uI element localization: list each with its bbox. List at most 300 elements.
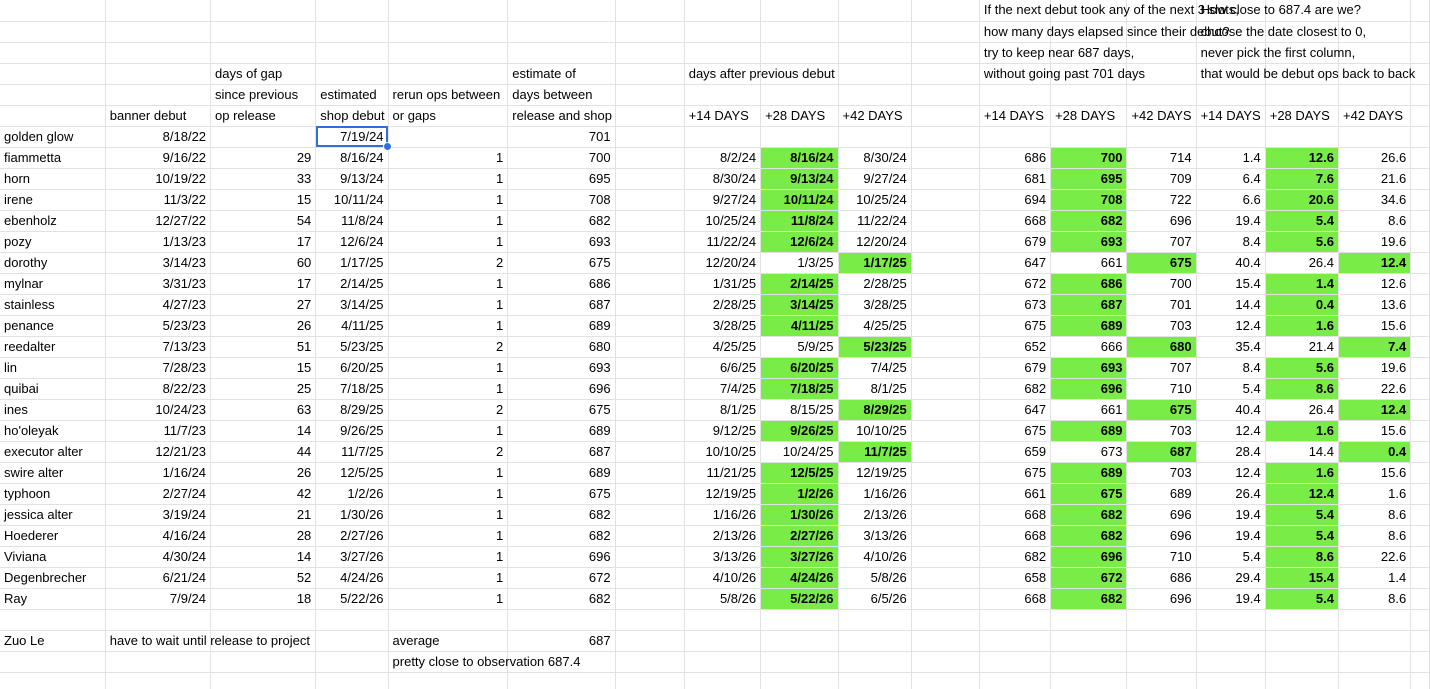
empty-cell[interactable]	[1411, 315, 1430, 336]
empty-cell[interactable]	[1411, 609, 1430, 630]
rerun-ops-cell[interactable]: 1	[388, 357, 508, 378]
empty-cell[interactable]	[1196, 126, 1265, 147]
empty-cell[interactable]	[1339, 609, 1411, 630]
closeness-cell[interactable]: 19.6	[1339, 357, 1411, 378]
closeness-cell[interactable]: 13.6	[1339, 294, 1411, 315]
empty-cell[interactable]	[615, 168, 684, 189]
empty-cell[interactable]	[1411, 252, 1430, 273]
empty-cell[interactable]	[1196, 672, 1265, 689]
rerun-ops-cell[interactable]: 1	[388, 525, 508, 546]
elapsed-cell[interactable]: 709	[1127, 168, 1196, 189]
date-cell[interactable]: 7/18/25	[761, 378, 838, 399]
empty-cell[interactable]	[316, 63, 388, 84]
empty-cell[interactable]	[105, 609, 210, 630]
elapsed-cell[interactable]: 687	[1051, 294, 1127, 315]
empty-cell[interactable]	[838, 0, 911, 21]
empty-cell[interactable]	[1411, 231, 1430, 252]
date-cell[interactable]: 10/25/24	[684, 210, 760, 231]
date-cell[interactable]: 1/31/25	[684, 273, 760, 294]
closeness-cell[interactable]: 29.4	[1196, 567, 1265, 588]
closeness-cell[interactable]: 7.4	[1339, 336, 1411, 357]
estimate-cell[interactable]: 700	[508, 147, 615, 168]
date-cell[interactable]: 3/13/26	[838, 525, 911, 546]
closeness-cell[interactable]: 7.6	[1265, 168, 1338, 189]
banner-debut-cell[interactable]: 1/13/23	[105, 231, 210, 252]
closeness-cell[interactable]: 22.6	[1339, 378, 1411, 399]
closeness-cell[interactable]: 35.4	[1196, 336, 1265, 357]
elapsed-cell[interactable]: 681	[979, 168, 1050, 189]
empty-cell[interactable]	[615, 546, 684, 567]
header-cell[interactable]: estimate of	[508, 63, 615, 84]
operator-name-cell[interactable]: Degenbrecher	[0, 567, 105, 588]
date-cell[interactable]: 8/29/25	[838, 399, 911, 420]
empty-cell[interactable]	[911, 441, 979, 462]
empty-cell[interactable]	[615, 504, 684, 525]
elapsed-cell[interactable]: 647	[979, 252, 1050, 273]
empty-cell[interactable]	[911, 168, 979, 189]
closeness-cell[interactable]: 1.4	[1196, 147, 1265, 168]
banner-debut-cell[interactable]: 4/27/23	[105, 294, 210, 315]
empty-cell[interactable]	[1127, 84, 1196, 105]
empty-cell[interactable]	[388, 42, 508, 63]
empty-cell[interactable]	[1411, 420, 1430, 441]
elapsed-cell[interactable]: 661	[1051, 252, 1127, 273]
elapsed-cell[interactable]: 680	[1127, 336, 1196, 357]
closeness-cell[interactable]: 1.6	[1265, 420, 1338, 441]
empty-cell[interactable]	[911, 294, 979, 315]
header-cell[interactable]: +14 DAYS	[979, 105, 1050, 126]
banner-debut-cell[interactable]: 11/3/22	[105, 189, 210, 210]
elapsed-cell[interactable]: 696	[1127, 504, 1196, 525]
closeness-cell[interactable]: 8.6	[1339, 525, 1411, 546]
fill-handle-icon[interactable]	[383, 142, 392, 151]
closeness-cell[interactable]: 26.6	[1339, 147, 1411, 168]
date-cell[interactable]: 8/2/24	[684, 147, 760, 168]
empty-cell[interactable]	[508, 0, 615, 21]
date-cell[interactable]: 3/13/26	[684, 546, 760, 567]
date-cell[interactable]: 10/25/24	[838, 189, 911, 210]
empty-cell[interactable]	[1411, 504, 1430, 525]
date-cell[interactable]: 5/8/26	[838, 567, 911, 588]
empty-cell[interactable]	[911, 546, 979, 567]
shop-debut-cell[interactable]: 6/20/25	[316, 357, 388, 378]
elapsed-cell[interactable]: 661	[1051, 399, 1127, 420]
empty-cell[interactable]	[316, 609, 388, 630]
empty-cell[interactable]	[1265, 672, 1338, 689]
gap-days-cell[interactable]: 27	[211, 294, 316, 315]
empty-cell[interactable]	[911, 84, 979, 105]
date-cell[interactable]: 11/21/25	[684, 462, 760, 483]
estimate-cell[interactable]: 696	[508, 546, 615, 567]
empty-cell[interactable]	[979, 651, 1050, 672]
empty-cell[interactable]	[1127, 42, 1196, 63]
empty-cell[interactable]	[388, 609, 508, 630]
closeness-cell[interactable]: 1.4	[1339, 567, 1411, 588]
closeness-cell[interactable]: 1.6	[1265, 315, 1338, 336]
empty-cell[interactable]	[1411, 672, 1430, 689]
empty-cell[interactable]	[761, 0, 838, 21]
closeness-cell[interactable]: 12.4	[1339, 252, 1411, 273]
header-cell[interactable]: without going past 701 days	[979, 63, 1050, 84]
empty-cell[interactable]	[615, 273, 684, 294]
date-cell[interactable]: 2/14/25	[761, 273, 838, 294]
empty-cell[interactable]	[761, 609, 838, 630]
empty-cell[interactable]	[1411, 294, 1430, 315]
closeness-cell[interactable]: 12.4	[1196, 420, 1265, 441]
operator-name-cell[interactable]: reedalter	[0, 336, 105, 357]
closeness-cell[interactable]: 1.6	[1265, 462, 1338, 483]
elapsed-cell[interactable]: 672	[979, 273, 1050, 294]
empty-cell[interactable]	[1051, 672, 1127, 689]
closeness-cell[interactable]: 6.4	[1196, 168, 1265, 189]
empty-cell[interactable]	[911, 42, 979, 63]
empty-cell[interactable]	[684, 609, 760, 630]
estimate-cell[interactable]: 675	[508, 483, 615, 504]
shop-debut-cell[interactable]: 1/2/26	[316, 483, 388, 504]
empty-cell[interactable]	[1411, 168, 1430, 189]
shop-debut-cell[interactable]: 2/27/26	[316, 525, 388, 546]
empty-cell[interactable]	[684, 126, 760, 147]
empty-cell[interactable]	[615, 357, 684, 378]
date-cell[interactable]: 3/27/26	[761, 546, 838, 567]
empty-cell[interactable]	[615, 294, 684, 315]
banner-debut-cell[interactable]: 1/16/24	[105, 462, 210, 483]
elapsed-cell[interactable]: 658	[979, 567, 1050, 588]
closeness-cell[interactable]: 0.4	[1265, 294, 1338, 315]
header-cell[interactable]: +14 DAYS	[684, 105, 760, 126]
date-cell[interactable]: 4/11/25	[761, 315, 838, 336]
operator-name-cell[interactable]: ebenholz	[0, 210, 105, 231]
elapsed-cell[interactable]: 687	[1127, 441, 1196, 462]
empty-cell[interactable]	[615, 399, 684, 420]
closeness-cell[interactable]: 8.6	[1265, 546, 1338, 567]
empty-cell[interactable]	[761, 126, 838, 147]
empty-cell[interactable]	[911, 588, 979, 609]
rerun-ops-cell[interactable]: 1	[388, 504, 508, 525]
rerun-ops-cell[interactable]: 1	[388, 294, 508, 315]
header-cell[interactable]: How close to 687.4 are we?	[1196, 0, 1265, 21]
rerun-ops-cell[interactable]: 1	[388, 567, 508, 588]
closeness-cell[interactable]: 28.4	[1196, 441, 1265, 462]
elapsed-cell[interactable]: 701	[1127, 294, 1196, 315]
empty-cell[interactable]	[838, 126, 911, 147]
elapsed-cell[interactable]: 695	[1051, 168, 1127, 189]
closeness-cell[interactable]: 8.4	[1196, 357, 1265, 378]
gap-days-cell[interactable]: 44	[211, 441, 316, 462]
empty-cell[interactable]	[684, 84, 760, 105]
empty-cell[interactable]	[615, 21, 684, 42]
empty-cell[interactable]	[1411, 462, 1430, 483]
elapsed-cell[interactable]: 673	[979, 294, 1050, 315]
date-cell[interactable]: 3/14/25	[761, 294, 838, 315]
empty-cell[interactable]	[316, 630, 388, 651]
empty-cell[interactable]	[1265, 609, 1338, 630]
empty-cell[interactable]	[316, 0, 388, 21]
operator-name-cell[interactable]: jessica alter	[0, 504, 105, 525]
elapsed-cell[interactable]: 661	[979, 483, 1050, 504]
shop-debut-cell[interactable]: 9/13/24	[316, 168, 388, 189]
banner-debut-cell[interactable]: 4/30/24	[105, 546, 210, 567]
banner-debut-cell[interactable]: 7/9/24	[105, 588, 210, 609]
header-cell[interactable]: +14 DAYS	[1196, 105, 1265, 126]
empty-cell[interactable]	[1411, 378, 1430, 399]
gap-days-cell[interactable]: 29	[211, 147, 316, 168]
empty-cell[interactable]	[761, 84, 838, 105]
empty-cell[interactable]	[911, 147, 979, 168]
operator-name-cell[interactable]: ines	[0, 399, 105, 420]
closeness-cell[interactable]: 14.4	[1196, 294, 1265, 315]
estimate-cell[interactable]: 693	[508, 231, 615, 252]
elapsed-cell[interactable]: 668	[979, 210, 1050, 231]
empty-cell[interactable]	[1051, 609, 1127, 630]
rerun-ops-cell[interactable]: 1	[388, 420, 508, 441]
empty-cell[interactable]	[911, 399, 979, 420]
closeness-cell[interactable]: 0.4	[1339, 441, 1411, 462]
closeness-cell[interactable]: 34.6	[1339, 189, 1411, 210]
banner-debut-cell[interactable]: 9/16/22	[105, 147, 210, 168]
rerun-ops-cell[interactable]: 1	[388, 378, 508, 399]
banner-debut-cell[interactable]: 12/27/22	[105, 210, 210, 231]
empty-cell[interactable]	[1196, 651, 1265, 672]
elapsed-cell[interactable]: 679	[979, 231, 1050, 252]
closeness-cell[interactable]: 1.6	[1339, 483, 1411, 504]
empty-cell[interactable]	[911, 483, 979, 504]
shop-debut-cell[interactable]: 4/24/26	[316, 567, 388, 588]
banner-debut-cell[interactable]: 5/23/23	[105, 315, 210, 336]
empty-cell[interactable]	[615, 189, 684, 210]
date-cell[interactable]: 1/30/26	[761, 504, 838, 525]
estimate-cell[interactable]: 682	[508, 504, 615, 525]
date-cell[interactable]: 5/23/25	[838, 336, 911, 357]
empty-cell[interactable]	[911, 651, 979, 672]
closeness-cell[interactable]: 5.6	[1265, 231, 1338, 252]
empty-cell[interactable]	[1051, 126, 1127, 147]
header-cell[interactable]: If the next debut took any of the next 3 slots,	[979, 0, 1050, 21]
empty-cell[interactable]	[388, 21, 508, 42]
empty-cell[interactable]	[615, 63, 684, 84]
empty-cell[interactable]	[979, 672, 1050, 689]
empty-cell[interactable]	[0, 63, 105, 84]
empty-cell[interactable]	[838, 42, 911, 63]
banner-debut-cell[interactable]: 7/13/23	[105, 336, 210, 357]
empty-cell[interactable]	[105, 42, 210, 63]
closeness-cell[interactable]: 21.4	[1265, 336, 1338, 357]
empty-cell[interactable]	[838, 630, 911, 651]
date-cell[interactable]: 8/1/25	[838, 378, 911, 399]
date-cell[interactable]: 12/5/25	[761, 462, 838, 483]
elapsed-cell[interactable]: 689	[1051, 462, 1127, 483]
operator-name-cell[interactable]: ho'oleyak	[0, 420, 105, 441]
empty-cell[interactable]	[615, 588, 684, 609]
elapsed-cell[interactable]: 682	[979, 546, 1050, 567]
empty-cell[interactable]	[316, 672, 388, 689]
empty-cell[interactable]	[684, 21, 760, 42]
empty-cell[interactable]	[1127, 126, 1196, 147]
closeness-cell[interactable]: 14.4	[1265, 441, 1338, 462]
empty-cell[interactable]	[838, 84, 911, 105]
gap-days-cell[interactable]: 15	[211, 357, 316, 378]
elapsed-cell[interactable]: 668	[979, 525, 1050, 546]
elapsed-cell[interactable]: 647	[979, 399, 1050, 420]
gap-days-cell[interactable]: 15	[211, 189, 316, 210]
header-cell[interactable]: never pick the first column,	[1196, 42, 1265, 63]
header-cell[interactable]: since previous	[211, 84, 316, 105]
empty-cell[interactable]	[388, 63, 508, 84]
estimate-cell[interactable]: 682	[508, 525, 615, 546]
header-cell[interactable]: or gaps	[388, 105, 508, 126]
empty-cell[interactable]	[1127, 630, 1196, 651]
empty-cell[interactable]	[211, 126, 316, 147]
elapsed-cell[interactable]: 693	[1051, 231, 1127, 252]
date-cell[interactable]: 6/5/26	[838, 588, 911, 609]
date-cell[interactable]: 2/28/25	[684, 294, 760, 315]
elapsed-cell[interactable]: 682	[1051, 525, 1127, 546]
closeness-cell[interactable]: 8.6	[1339, 210, 1411, 231]
date-cell[interactable]: 2/13/26	[684, 525, 760, 546]
elapsed-cell[interactable]: 675	[1051, 483, 1127, 504]
elapsed-cell[interactable]: 689	[1127, 483, 1196, 504]
date-cell[interactable]: 7/4/25	[684, 378, 760, 399]
closeness-cell[interactable]: 12.4	[1339, 399, 1411, 420]
empty-cell[interactable]	[979, 630, 1050, 651]
empty-cell[interactable]	[211, 42, 316, 63]
empty-cell[interactable]	[1051, 651, 1127, 672]
closeness-cell[interactable]: 5.4	[1265, 588, 1338, 609]
empty-cell[interactable]	[0, 21, 105, 42]
header-cell[interactable]: +42 DAYS	[1127, 105, 1196, 126]
empty-cell[interactable]	[615, 231, 684, 252]
date-cell[interactable]: 1/2/26	[761, 483, 838, 504]
empty-cell[interactable]	[1411, 336, 1430, 357]
rerun-ops-cell[interactable]: 1	[388, 315, 508, 336]
banner-debut-cell[interactable]: 3/19/24	[105, 504, 210, 525]
elapsed-cell[interactable]: 686	[979, 147, 1050, 168]
rerun-ops-cell[interactable]: 2	[388, 336, 508, 357]
closeness-cell[interactable]: 5.4	[1265, 525, 1338, 546]
empty-cell[interactable]	[1265, 651, 1338, 672]
empty-cell[interactable]	[316, 21, 388, 42]
date-cell[interactable]: 4/25/25	[684, 336, 760, 357]
empty-cell[interactable]	[615, 105, 684, 126]
elapsed-cell[interactable]: 668	[979, 588, 1050, 609]
date-cell[interactable]: 6/20/25	[761, 357, 838, 378]
empty-cell[interactable]	[911, 21, 979, 42]
rerun-ops-cell[interactable]: 2	[388, 399, 508, 420]
gap-days-cell[interactable]: 52	[211, 567, 316, 588]
empty-cell[interactable]	[911, 63, 979, 84]
empty-cell[interactable]	[615, 42, 684, 63]
rerun-ops-cell[interactable]: 1	[388, 483, 508, 504]
elapsed-cell[interactable]: 696	[1127, 210, 1196, 231]
average-value-cell[interactable]: 687	[508, 630, 615, 651]
estimate-cell[interactable]: 696	[508, 378, 615, 399]
empty-cell[interactable]	[838, 63, 911, 84]
empty-cell[interactable]	[615, 252, 684, 273]
shop-debut-cell[interactable]: 3/14/25	[316, 294, 388, 315]
banner-debut-cell[interactable]: 10/19/22	[105, 168, 210, 189]
empty-cell[interactable]	[615, 378, 684, 399]
empty-cell[interactable]	[684, 0, 760, 21]
gap-days-cell[interactable]: 26	[211, 315, 316, 336]
gap-days-cell[interactable]: 18	[211, 588, 316, 609]
empty-cell[interactable]	[0, 105, 105, 126]
closeness-cell[interactable]: 5.4	[1265, 504, 1338, 525]
empty-cell[interactable]	[1411, 651, 1430, 672]
elapsed-cell[interactable]: 710	[1127, 378, 1196, 399]
closeness-cell[interactable]: 15.6	[1339, 315, 1411, 336]
date-cell[interactable]: 1/16/26	[684, 504, 760, 525]
shop-debut-cell[interactable]: 11/8/24	[316, 210, 388, 231]
empty-cell[interactable]	[911, 630, 979, 651]
date-cell[interactable]: 1/17/25	[838, 252, 911, 273]
estimate-cell[interactable]: 682	[508, 210, 615, 231]
shop-debut-cell[interactable]: 11/7/25	[316, 441, 388, 462]
elapsed-cell[interactable]: 694	[979, 189, 1050, 210]
empty-cell[interactable]	[1265, 126, 1338, 147]
elapsed-cell[interactable]: 689	[1051, 315, 1127, 336]
closeness-cell[interactable]: 8.6	[1339, 504, 1411, 525]
elapsed-cell[interactable]: 675	[1127, 252, 1196, 273]
closeness-cell[interactable]: 1.4	[1265, 273, 1338, 294]
date-cell[interactable]: 12/19/25	[684, 483, 760, 504]
shop-debut-cell-selected[interactable]: 7/19/24	[316, 126, 388, 147]
operator-name-cell[interactable]: penance	[0, 315, 105, 336]
empty-cell[interactable]	[979, 609, 1050, 630]
empty-cell[interactable]	[615, 336, 684, 357]
header-cell[interactable]: try to keep near 687 days,	[979, 42, 1050, 63]
empty-cell[interactable]	[1127, 672, 1196, 689]
empty-cell[interactable]	[615, 630, 684, 651]
estimate-cell[interactable]: 689	[508, 315, 615, 336]
date-cell[interactable]: 5/9/25	[761, 336, 838, 357]
observation-note-cell[interactable]: pretty close to observation 687.4	[388, 651, 508, 672]
date-cell[interactable]: 9/27/24	[684, 189, 760, 210]
gap-days-cell[interactable]: 42	[211, 483, 316, 504]
empty-cell[interactable]	[838, 21, 911, 42]
closeness-cell[interactable]: 20.6	[1265, 189, 1338, 210]
header-cell[interactable]: estimated	[316, 84, 388, 105]
elapsed-cell[interactable]: 714	[1127, 147, 1196, 168]
average-label-cell[interactable]: average	[388, 630, 508, 651]
banner-debut-cell[interactable]: 10/24/23	[105, 399, 210, 420]
operator-name-cell[interactable]: stainless	[0, 294, 105, 315]
empty-cell[interactable]	[105, 672, 210, 689]
closeness-cell[interactable]: 22.6	[1339, 546, 1411, 567]
closeness-cell[interactable]: 8.4	[1196, 231, 1265, 252]
closeness-cell[interactable]: 12.4	[1196, 315, 1265, 336]
elapsed-cell[interactable]: 675	[1127, 399, 1196, 420]
date-cell[interactable]: 1/3/25	[761, 252, 838, 273]
date-cell[interactable]: 4/24/26	[761, 567, 838, 588]
empty-cell[interactable]	[761, 630, 838, 651]
rerun-ops-cell[interactable]: 1	[388, 546, 508, 567]
empty-cell[interactable]	[0, 84, 105, 105]
header-cell[interactable]: rerun ops between	[388, 84, 508, 105]
date-cell[interactable]: 8/30/24	[838, 147, 911, 168]
empty-cell[interactable]	[508, 609, 615, 630]
empty-cell[interactable]	[211, 672, 316, 689]
shop-debut-cell[interactable]: 10/11/24	[316, 189, 388, 210]
shop-debut-cell[interactable]: 5/22/26	[316, 588, 388, 609]
empty-cell[interactable]	[615, 0, 684, 21]
empty-cell[interactable]	[1339, 84, 1411, 105]
estimate-cell[interactable]: 675	[508, 399, 615, 420]
gap-days-cell[interactable]: 14	[211, 420, 316, 441]
date-cell[interactable]: 10/11/24	[761, 189, 838, 210]
empty-cell[interactable]	[1196, 609, 1265, 630]
empty-cell[interactable]	[388, 672, 508, 689]
header-cell[interactable]: op release	[211, 105, 316, 126]
